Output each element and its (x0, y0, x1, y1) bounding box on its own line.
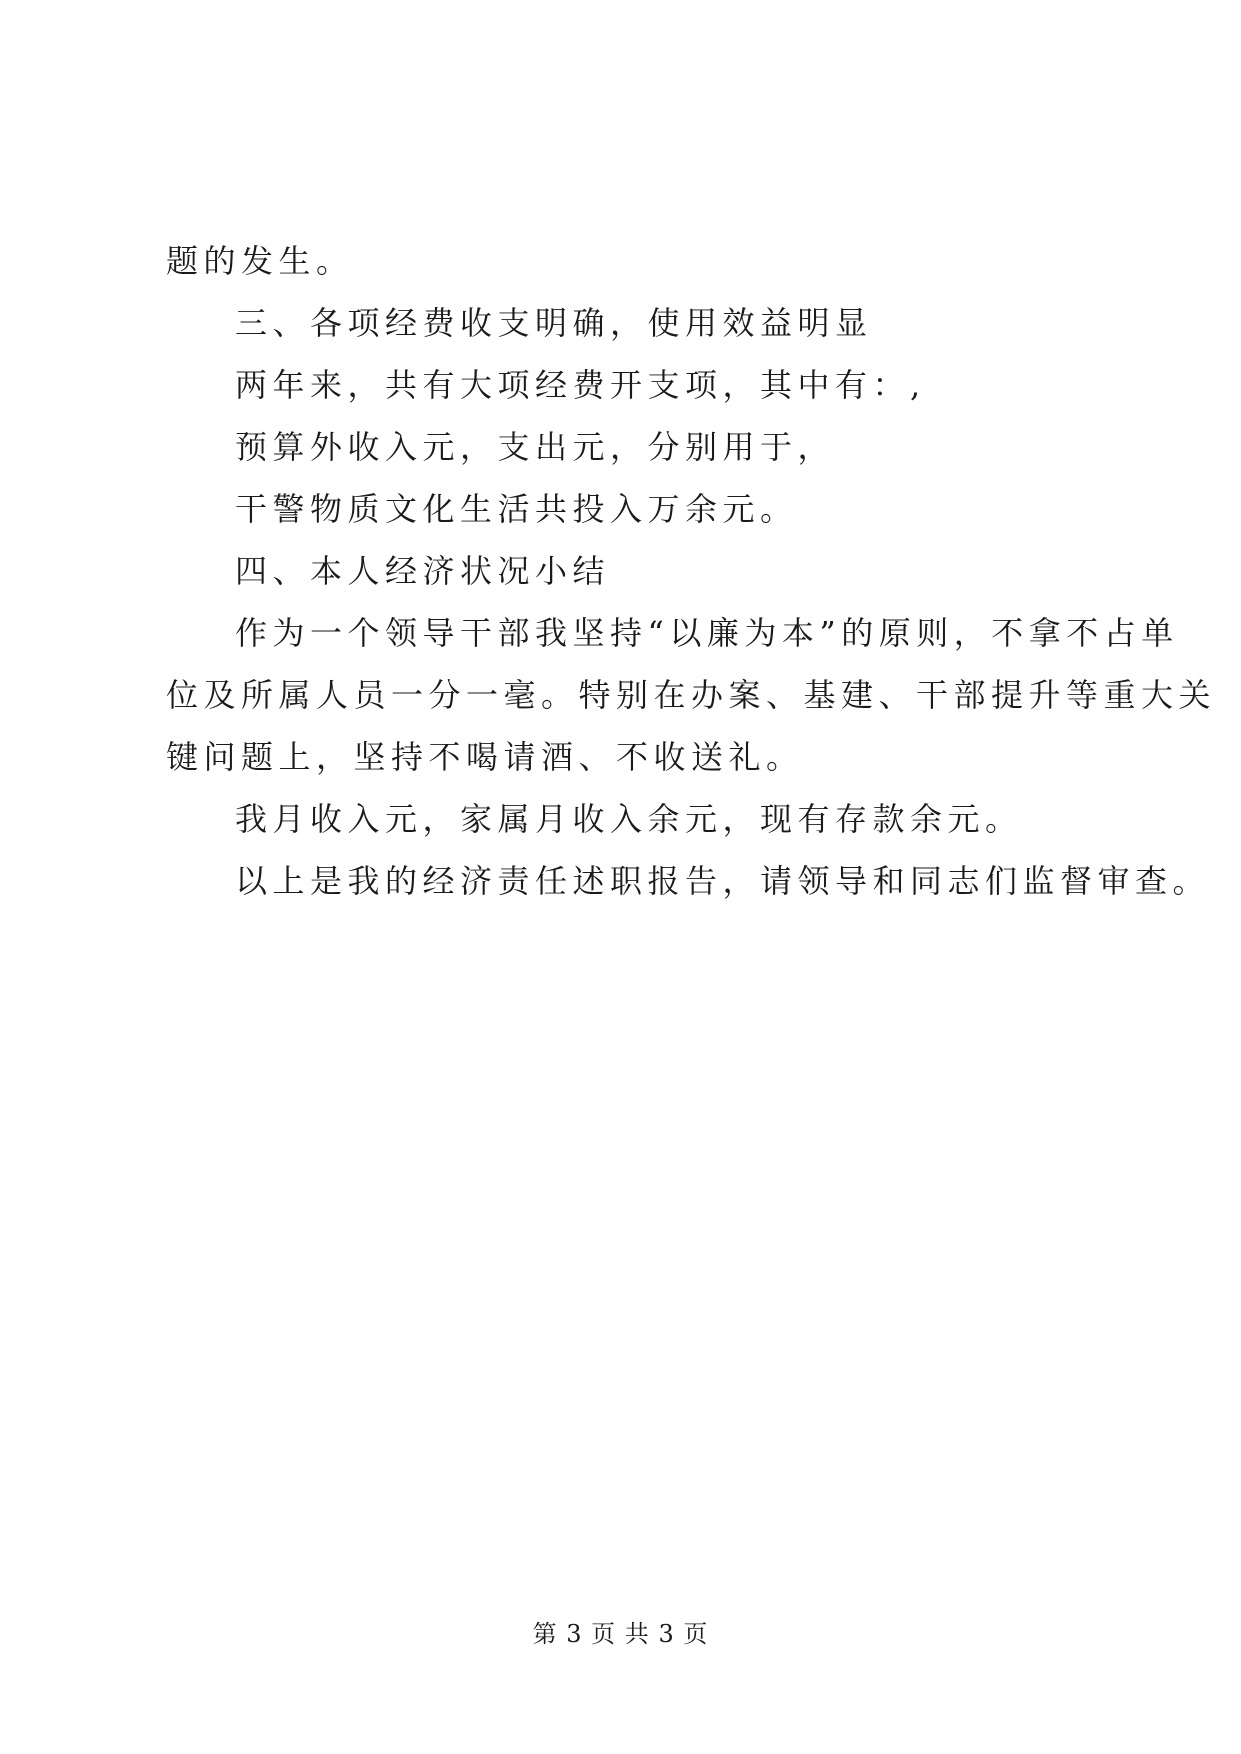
paragraph-line: 位及所属人员一分一毫。特别在办案、基建、干部提升等重大关 (166, 676, 1217, 714)
paragraph-line: 作为一个领导干部我坚持“以廉为本”的原则，不拿不占单 (235, 614, 1179, 652)
section-heading: 三、各项经费收支明确，使用效益明显 (235, 304, 873, 342)
document-body (166, 230, 1217, 912)
paragraph-line: 键问题上，坚持不喝请酒、不收送礼。 (166, 738, 804, 776)
section-heading: 四、本人经济状况小结 (235, 552, 611, 590)
paragraph-line: 题的发生。 (166, 242, 354, 280)
paragraph-line: 预算外收入元，支出元，分别用于， (235, 428, 836, 466)
paragraph-line: 干警物质文化生活共投入万余元。 (235, 490, 798, 528)
paragraph-line: 以上是我的经济责任述职报告，请领导和同志们监督审查。 (235, 862, 1211, 900)
paragraph-line: 两年来，共有大项经费开支项，其中有：, (235, 366, 926, 404)
page-number-footer: 第 3 页 共 3 页 (532, 1620, 709, 1648)
paragraph-line: 我月收入元，家属月收入余元，现有存款余元。 (235, 800, 1023, 838)
